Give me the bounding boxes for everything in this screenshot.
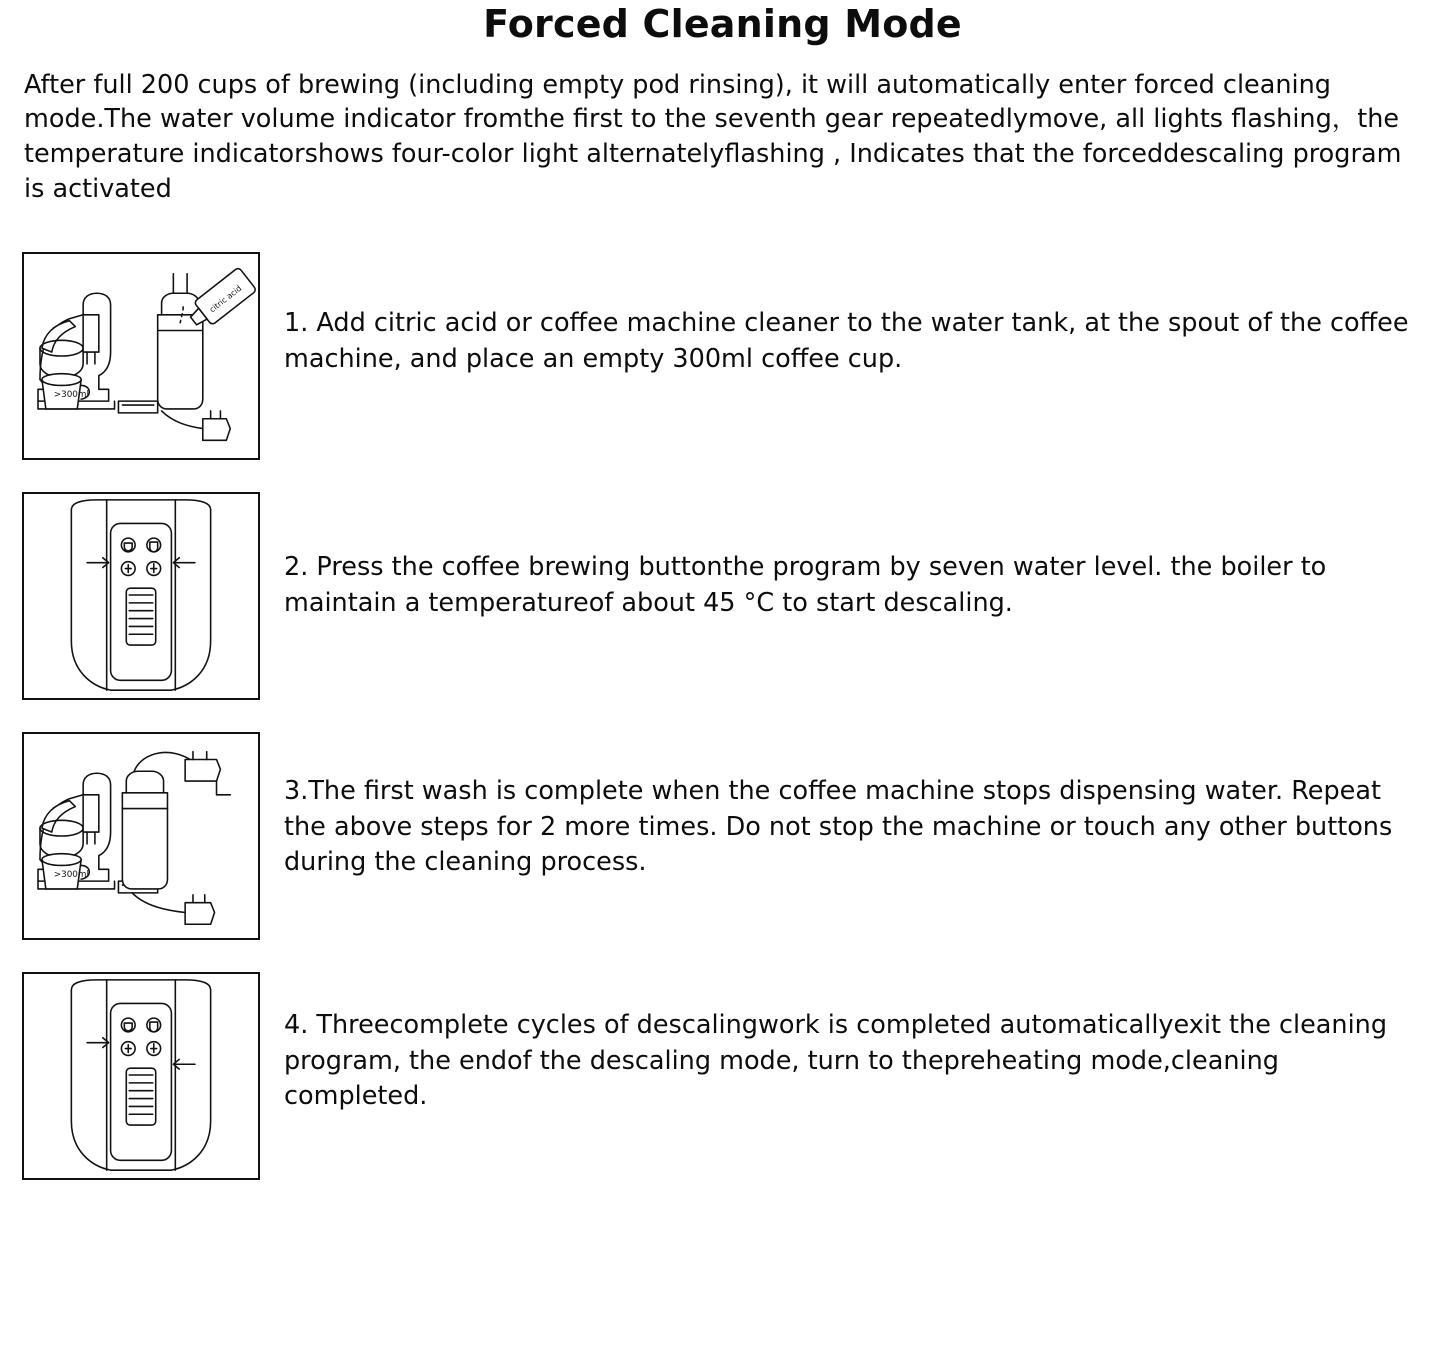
cup-volume-label: >300ml — [53, 870, 89, 881]
step-item — [22, 972, 1423, 1180]
step-item — [22, 492, 1423, 700]
step-text: 1. Add citric acid or coffee machine cleaner to the water tank, at the spout of the coffee machine, and place an empty 300ml coffee cup. — [284, 308, 1409, 374]
page-title: Forced Cleaning Mode — [483, 2, 962, 46]
control-panel-illustration — [24, 494, 258, 698]
figure-coffee-machine-adding-citric-acid — [22, 252, 260, 460]
step-text: 2. Press the coffee brewing buttonthe program by seven water level. the boiler to maintain a temperatureof about 45 °C to start descaling. — [284, 552, 1327, 618]
step-item — [22, 252, 1423, 460]
figure-coffee-machine-dispensing-water — [22, 732, 260, 940]
step-text: 3.The first wash is complete when the coffee machine stops dispensing water. Repeat the above steps for 2 more times. Do not stop the machine or touch any other buttons during the cleaning process. — [284, 776, 1393, 877]
coffee-machine-adding-citric-acid-illustration — [24, 254, 258, 458]
control-panel-complete-illustration — [24, 974, 258, 1178]
svg-text:citric acid: citric acid — [207, 284, 244, 315]
intro-paragraph: After full 200 cups of brewing (including empty pod rinsing), it will automatically enter forced cleaning mode.The water volume indicator fromthe first to the seventh gear repeatedlymove, all lights flashing，the temperature indicatorshows four-color light alternatelyflashing , Indicates that the forceddescaling program is activated — [24, 69, 1402, 204]
document-page — [0, 4, 1445, 1361]
figure-control-panel-cycle-complete — [22, 972, 260, 1180]
steps-list — [22, 252, 1423, 1180]
cup-volume-label: >300ml — [53, 390, 89, 401]
step-text: 4. Threecomplete cycles of descalingwork is completed automaticallyexit the cleaning program, the endof the descaling mode, turn to thepreheating mode,cleaning completed. — [284, 1010, 1388, 1111]
coffee-machine-dispensing-illustration — [24, 734, 258, 938]
step-item — [22, 732, 1423, 940]
figure-control-panel-press-brew-button — [22, 492, 260, 700]
